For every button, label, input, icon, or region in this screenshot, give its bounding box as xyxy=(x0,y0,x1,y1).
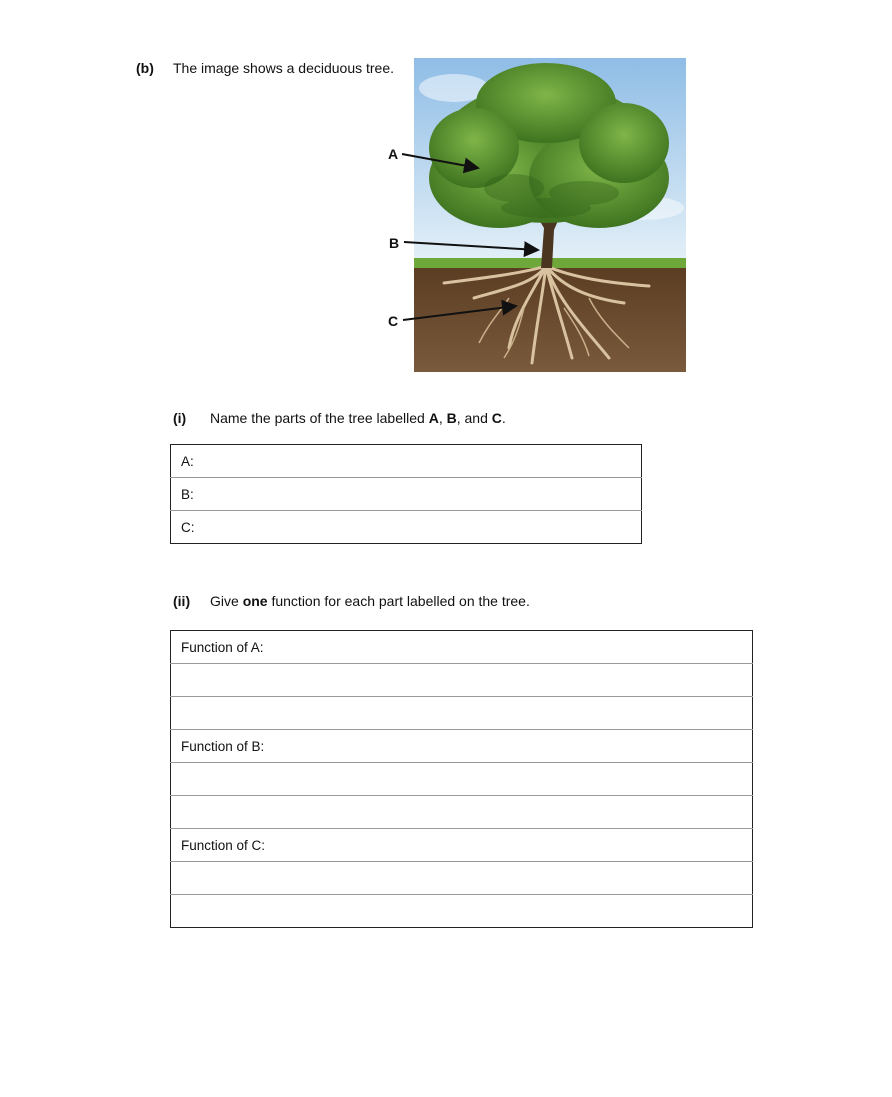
answer-field-a[interactable]: A: xyxy=(181,453,194,469)
label-b: B xyxy=(389,235,400,251)
part-b-text: The image shows a deciduous tree. xyxy=(173,60,395,76)
answer-line[interactable] xyxy=(171,763,753,796)
sub-ii-text: Give one function for each part labelled on the tree. xyxy=(210,593,530,609)
answer-line[interactable] xyxy=(171,697,753,730)
part-b-label: (b) xyxy=(136,60,154,76)
sub-i-label: (i) xyxy=(173,410,187,426)
function-c-field[interactable]: Function of C: xyxy=(171,829,753,862)
sub-i-text: Name the parts of the tree labelled A, B, and C. xyxy=(210,410,506,426)
answer-line[interactable] xyxy=(171,862,753,895)
label-c: C xyxy=(388,313,399,329)
sub-ii-label: (ii) xyxy=(173,593,191,609)
answer-table-i xyxy=(170,444,642,544)
answer-line[interactable] xyxy=(171,895,753,928)
function-b-field[interactable]: Function of B: xyxy=(171,730,753,763)
answer-field-b[interactable]: B: xyxy=(171,478,642,511)
answer-line[interactable] xyxy=(171,796,753,829)
label-a: A xyxy=(388,146,399,162)
answer-field-c[interactable]: C: xyxy=(171,511,642,544)
answer-line[interactable] xyxy=(171,664,753,697)
arrow-a xyxy=(402,154,478,168)
function-a-field[interactable]: Function of A: xyxy=(181,639,264,655)
answer-table-ii xyxy=(170,630,753,928)
arrow-c xyxy=(403,306,516,320)
arrow-b xyxy=(404,242,538,250)
